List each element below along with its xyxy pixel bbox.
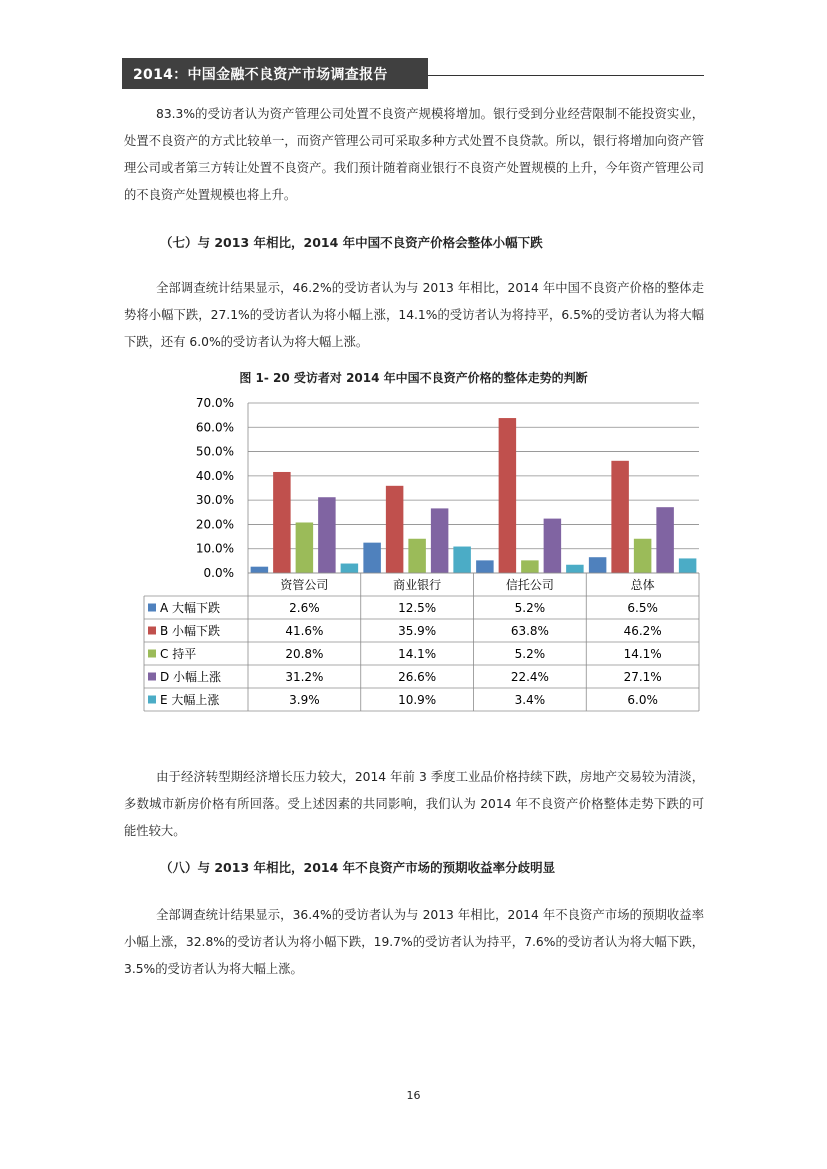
y-tick-label: 70.0%	[195, 396, 234, 410]
bar	[656, 507, 674, 573]
data-label: 14.1%	[398, 647, 437, 661]
data-label: 26.6%	[398, 670, 437, 684]
bar	[476, 560, 494, 573]
page-number: 16	[406, 1089, 421, 1102]
paragraph-economy	[124, 764, 704, 845]
y-tick-label: 40.0%	[195, 468, 234, 483]
bar	[544, 519, 562, 573]
bar	[386, 486, 404, 573]
data-label: 3.9%	[289, 693, 320, 707]
data-label: 6.5%	[627, 601, 658, 615]
data-label: 10.9%	[398, 693, 437, 707]
bar	[431, 508, 449, 573]
chart-title: 图 1- 20 受访者对 2014 年中国不良资产价格的整体走势的判断	[239, 371, 588, 385]
paragraph-text: 由于经济转型期经济增长压力较大，2014 年前 3 季度工业品价格持续下跌，房地产交易较为清淡，多数城市新房价格有所回落。受上述因素的共同影响，我们认为 2014 年不良资产价格整体走势下跌的可能性较大。	[124, 770, 704, 838]
y-tick-label: 0.0%	[203, 566, 234, 580]
data-label: 41.6%	[285, 624, 324, 638]
data-label: 2.6%	[289, 601, 320, 615]
data-label: 14.1%	[623, 647, 662, 661]
data-label: 35.9%	[398, 624, 437, 638]
bar	[634, 539, 652, 573]
bar	[679, 558, 697, 573]
header-title: 2014：中国金融不良资产市场调查报告	[133, 67, 388, 83]
bar	[453, 547, 471, 573]
bar	[318, 497, 336, 573]
y-tick-label: 20.0%	[195, 517, 234, 532]
bar	[341, 564, 359, 573]
bar	[296, 522, 314, 573]
legend-swatch	[148, 673, 156, 681]
y-tick-label: 50.0%	[195, 444, 234, 459]
legend-label: C 持平	[160, 647, 197, 661]
data-label: 5.2%	[514, 647, 546, 661]
x-category-label: 总体	[630, 578, 655, 592]
data-label: 6.0%	[627, 693, 658, 707]
legend-label: D 小幅上涨	[160, 670, 222, 684]
x-category-label: 商业银行	[393, 578, 442, 592]
section-heading-8: （八）与 2013 年相比，2014 年不良资产市场的预期收益率分歧明显	[160, 860, 556, 875]
bar	[499, 418, 517, 573]
y-tick-label: 30.0%	[195, 493, 234, 508]
bar	[363, 543, 381, 573]
data-label: 12.5%	[398, 601, 437, 615]
bar	[408, 539, 426, 573]
legend-swatch	[148, 650, 156, 658]
paragraph-text: 全部调查统计结果显示，36.4%的受访者认为与 2013 年相比，2014 年不良资产市场的预期收益率小幅上涨，32.8%的受访者认为将小幅下跌，19.7%的受访者认为持平，7.6%的受访者认为将大幅下跌，3.5%的受访者认为将大幅上涨。	[124, 908, 704, 976]
x-category-label: 信托公司	[505, 578, 554, 592]
data-label: 22.4%	[510, 670, 549, 684]
data-label: 3.4%	[514, 693, 546, 707]
data-label: 5.2%	[514, 601, 546, 615]
x-category-label: 资管公司	[280, 578, 329, 592]
legend-swatch	[148, 696, 156, 704]
paragraph-yield-survey	[124, 902, 704, 983]
bar	[273, 472, 291, 573]
legend-label: E 大幅上涨	[160, 693, 220, 707]
legend-label: B 小幅下跌	[160, 624, 221, 638]
legend-swatch	[148, 627, 156, 635]
y-tick-label: 10.0%	[195, 541, 234, 556]
paragraph-text: 83.3%的受访者认为资产管理公司处置不良资产规模将增加。银行受到分业经营限制不能投资实业，处置不良资产的方式比较单一，而资产管理公司可采取多种方式处置不良贷款。所以，银行将增加向资产管理公司或者第三方转让处置不良资产。我们预计随着商业银行不良资产处置规模的上升，今年资产管理公司的不良资产处置规模也将上升。	[124, 107, 704, 202]
y-tick-label: 60.0%	[195, 420, 234, 435]
section-heading-7: （七）与 2013 年相比，2014 年中国不良资产价格会整体小幅下跌	[160, 235, 543, 250]
data-label: 31.2%	[285, 670, 324, 684]
legend-label: A 大幅下跌	[160, 601, 221, 615]
data-label: 63.8%	[510, 624, 549, 638]
bar	[251, 567, 269, 573]
data-label: 20.8%	[285, 647, 324, 661]
bar	[521, 560, 539, 573]
bar	[566, 565, 584, 573]
data-label: 46.2%	[623, 624, 662, 638]
paragraph-text: 全部调查统计结果显示，46.2%的受访者认为与 2013 年相比，2014 年中国不良资产价格的整体走势将小幅下跌，27.1%的受访者认为将小幅上涨，14.1%的受访者认为将持平，6.5%的受访者认为将大幅下跌，还有 6.0%的受访者认为将大幅上涨。	[124, 281, 704, 349]
bar	[611, 461, 629, 573]
data-label: 27.1%	[623, 670, 662, 684]
bar	[589, 557, 607, 573]
legend-swatch	[148, 604, 156, 612]
